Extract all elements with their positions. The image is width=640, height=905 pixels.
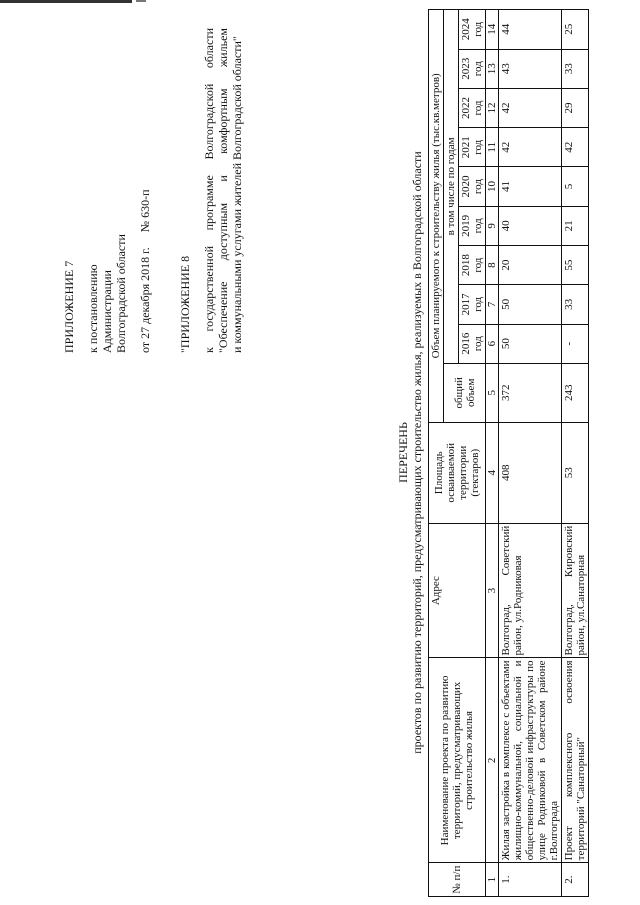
header-year: 2018 год — [459, 245, 486, 284]
header-year: 2022 год — [459, 88, 486, 127]
column-number: 5 — [486, 363, 499, 422]
table-row — [499, 10, 562, 897]
row-year-value: 44 — [499, 10, 562, 50]
row-total: 243 — [562, 363, 589, 422]
document-title: ПЕРЕЧЕНЬ — [396, 422, 410, 483]
column-number: 2 — [486, 658, 499, 863]
appendix-7-block — [62, 13, 152, 353]
column-number: 10 — [486, 167, 499, 206]
appendix-8-line: "Обеспечение доступным и комфортным жильем — [216, 28, 230, 353]
column-number: 9 — [486, 206, 499, 245]
header-year: 2024 год — [459, 10, 486, 50]
row-project-name: Жилая застройка в комплексе с объектами жилищно-коммунальной, социальной и общественно-деловой инфраструктуры по улице Родниковой в Советском районе г.Волгограда — [499, 658, 562, 863]
row-address: Волгоград, Советский район, ул.Родниковая — [499, 523, 562, 658]
header-year: 2023 год — [459, 49, 486, 88]
row-year-value: 33 — [562, 49, 589, 88]
row-year-value: 41 — [499, 167, 562, 206]
column-number: 13 — [486, 49, 499, 88]
header-project-name: Наименование проекта по развитию территорий, предусматривающих строительство жилья — [429, 658, 486, 863]
row-year-value: 25 — [562, 10, 589, 50]
column-number: 3 — [486, 523, 499, 658]
row-year-value: 33 — [562, 285, 589, 324]
column-number: 12 — [486, 88, 499, 127]
header-area: Площадь осваиваемой территории (гектаров) — [429, 422, 486, 523]
header-total: общий объем — [444, 363, 486, 422]
header-year: 2020 год — [459, 167, 486, 206]
appendix-7-title: ПРИЛОЖЕНИЕ 7 — [62, 260, 76, 353]
row-year-value: 40 — [499, 206, 562, 245]
document-subtitle: проектов по развитию территорий, предусматривающих строительство жилья, реализуемых в Волгоградской области — [410, 151, 424, 754]
row-year-value: 5 — [562, 167, 589, 206]
header-year: 2019 год — [459, 206, 486, 245]
header-volume-group: Объем планируемого к строительству жилья (тыс.кв.метров) — [429, 10, 444, 423]
row-year-value: 29 — [562, 88, 589, 127]
row-year-value: 50 — [499, 324, 562, 363]
row-address: Волгоград, Кировский район, ул.Санаторная — [562, 523, 589, 658]
table-row — [562, 10, 589, 897]
column-number: 6 — [486, 324, 499, 363]
row-project-name: Проект комплексного освоения территорий "Санаторный" — [562, 658, 589, 863]
appendix-8-line: к государственной программе Волгоградской области — [202, 28, 216, 353]
row-area: 53 — [562, 422, 589, 523]
row-year-value: 42 — [499, 88, 562, 127]
row-year-value: - — [562, 324, 589, 363]
row-num: 1. — [499, 863, 562, 897]
appendix-7-line: к постановлению — [86, 264, 100, 353]
header-by-years: в том числе по годам — [444, 10, 459, 364]
row-area: 408 — [499, 422, 562, 523]
appendix-8-block — [178, 28, 244, 353]
row-year-value: 42 — [499, 128, 562, 167]
column-number: 14 — [486, 10, 499, 50]
appendix-8-title: "ПРИЛОЖЕНИЕ 8 — [178, 255, 192, 353]
column-number: 11 — [486, 128, 499, 167]
row-year-value: 21 — [562, 206, 589, 245]
column-number: 8 — [486, 245, 499, 284]
appendix-7-date-line: от 27 декабря 2018 г. № 630-п — [138, 189, 152, 353]
header-address: Адрес — [429, 523, 486, 658]
header-num: № п/п — [429, 863, 486, 897]
row-year-value: 43 — [499, 49, 562, 88]
projects-table — [428, 9, 589, 897]
appendix-7-line: Волгоградской области — [114, 234, 128, 353]
header-year: 2021 год — [459, 128, 486, 167]
header-year: 2017 год — [459, 285, 486, 324]
column-number: 7 — [486, 285, 499, 324]
header-year: 2016 год — [459, 324, 486, 363]
row-year-value: 50 — [499, 285, 562, 324]
row-total: 372 — [499, 363, 562, 422]
appendix-7-line: Администрации — [100, 270, 114, 353]
row-year-value: 55 — [562, 245, 589, 284]
column-number: 1 — [486, 863, 499, 897]
row-year-value: 42 — [562, 128, 589, 167]
row-year-value: 20 — [499, 245, 562, 284]
appendix-8-line: и коммунальными услугами жителей Волгоградской области" — [230, 36, 244, 353]
row-num: 2. — [562, 863, 589, 897]
column-number: 4 — [486, 422, 499, 523]
